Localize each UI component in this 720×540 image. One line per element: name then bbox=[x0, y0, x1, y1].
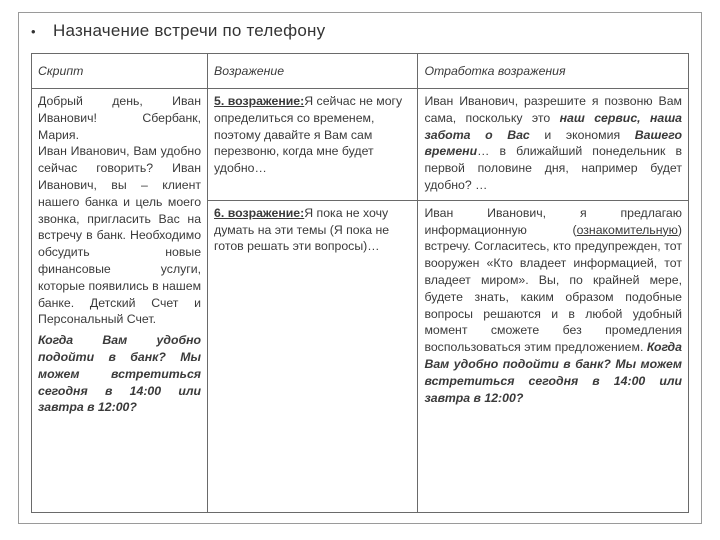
script-greeting: Добрый день, Иван Иванович! Сбербанк, Мария. bbox=[38, 94, 202, 142]
answer-text: Иван Иванович, я предлагаю информационную ( bbox=[424, 205, 682, 237]
answer-emphasis: Вашего времени bbox=[424, 127, 682, 159]
header-script: Скрипт bbox=[32, 54, 208, 89]
script-cell bbox=[32, 89, 208, 513]
header-answer: Отработка возражения bbox=[418, 54, 689, 89]
answer-text: ) встречу. Согласитесь, кто предупрежден, тот вооружен «Кто владеет информацией, тот владеет миром». Вы, по крайней мере, будете знать, каким образом подобные вопросы решаются и в любой удобный момент сможете без промедления воспользоваться этим предложением. bbox=[424, 222, 682, 355]
script-table bbox=[31, 53, 689, 513]
objection-cell bbox=[208, 200, 418, 512]
answer-text: Иван Иванович, разрешите я позвоню Вам сама, поскольку это bbox=[424, 94, 682, 125]
slide-frame bbox=[18, 12, 702, 524]
bullet: • bbox=[31, 23, 36, 39]
answer-cell bbox=[418, 89, 689, 201]
page-title: Назначение встречи по телефону bbox=[53, 21, 326, 40]
answer-underlined: ознакомительную bbox=[576, 222, 678, 237]
answer-text: … в ближайший понедельник в первой половине дня, например будет удобно? … bbox=[424, 144, 682, 192]
table-row bbox=[32, 89, 689, 201]
answer-closing: Когда Вам удобно подойти в банк? Мы можем встретиться сегодня в 14:00 или завтра в 12:00? bbox=[424, 340, 682, 405]
header-objection: Возражение bbox=[208, 54, 418, 89]
objection-label: 5. возражение: bbox=[214, 94, 305, 108]
answer-cell bbox=[418, 200, 689, 512]
answer-emphasis: наш сервис, наша забота о Вас bbox=[424, 110, 682, 142]
objection-label: 6. возражение: bbox=[214, 205, 305, 220]
answer-text: и экономия bbox=[529, 127, 635, 142]
objection-text: Я пока не хочу думать на эти темы (Я пока не готов решать эти вопросы)… bbox=[214, 205, 390, 254]
title-row bbox=[31, 21, 325, 41]
script-closing: Когда Вам удобно подойти в банк? Мы можем встретиться сегодня в 14:00 или завтра в 12:00? bbox=[38, 333, 202, 415]
script-body: Иван Иванович, Вам удобно сейчас говорить? Иван Иванович, вы – клиент нашего банка и цель моего звонка, пригласить Вас на встречу в банк. Необходимо обсудить новые финансовые услуги, которые появились в нашем банке. Детский Счет и Персональный Счет. bbox=[38, 144, 202, 327]
objection-text: Я сейчас не могу определиться со временем, поэтому давайте я Вам сам перезвоню, когда мне будет удобно… bbox=[214, 94, 403, 176]
table-header-row bbox=[32, 54, 689, 89]
objection-cell bbox=[208, 89, 418, 201]
